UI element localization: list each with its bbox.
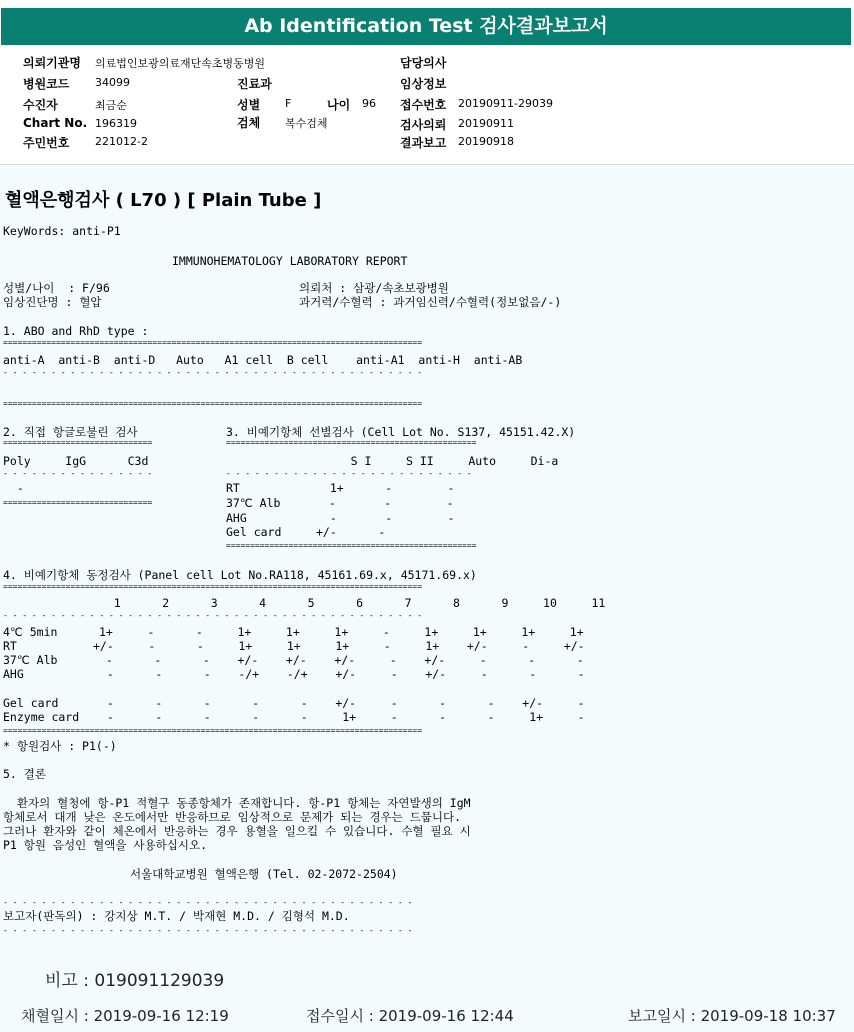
panel-row: Gel card - - - - - +/- - - - +/- - xyxy=(3,696,585,710)
section-panel-title: 4. 비예기항체 동정검사 (Panel cell Lot No.RA118, 45161.69.x, 45171.69.x) xyxy=(3,568,477,582)
specimen-label: 검체 xyxy=(237,116,261,130)
dept-label: 진료과 xyxy=(237,77,272,91)
remark xyxy=(45,966,224,991)
hospital-code-label: 병원코드 xyxy=(23,77,70,91)
sex-label: 성별 xyxy=(237,98,261,112)
diagnosis-line: 임상진단명 : 혈압 xyxy=(3,295,102,309)
institution-value: 의료법인보광의료재단속초병동병원 xyxy=(95,57,266,70)
patient-value: 최금순 xyxy=(95,99,127,112)
doctor-label: 담당의사 xyxy=(400,56,447,70)
request-value: 20190911 xyxy=(458,117,514,130)
result-value: 20190918 xyxy=(458,135,514,148)
remark-label: 비고 : xyxy=(45,971,89,991)
conclusion-line: 환자의 혈청에 항-P1 적혈구 동종항체가 존재합니다. 항-P1 항체는 자연발생의 IgM xyxy=(3,796,471,810)
separator-line: ==================================================== xyxy=(226,439,477,447)
age-value: 96 xyxy=(362,97,376,110)
section-abo-title: 1. ABO and RhD type : xyxy=(3,324,149,338)
chart-value: 196319 xyxy=(95,117,137,130)
screen-row: Gel card +/- - xyxy=(226,525,386,539)
received-value: 2019-09-16 12:44 xyxy=(378,1007,514,1025)
panel-header-row: 1 2 3 4 5 6 7 8 9 10 11 xyxy=(3,596,606,610)
separator-line: ======================================================================================= xyxy=(3,400,423,408)
specimen-value: 복수검체 xyxy=(285,117,328,130)
separator-line: - - - - - - - - - - - - - - - - - - - - - - - - - - xyxy=(226,470,472,478)
panel-row: RT +/- - - 1+ 1+ 1+ - 1+ +/- - +/- xyxy=(3,639,585,653)
separator-line: - - - - - - - - - - - - - - - - xyxy=(3,470,153,478)
dat-value-row: - xyxy=(3,481,24,495)
antigen-line: * 항원검사 : P1(-) xyxy=(3,739,117,753)
screen-row: 37℃ Alb - - - xyxy=(226,496,454,510)
panel-row: AHG - - - -/+ -/+ +/- - +/- - - - xyxy=(3,667,585,681)
collected-value: 2019-09-16 12:19 xyxy=(93,1007,229,1025)
separator-line: ==================================================== xyxy=(226,542,477,550)
clinical-label: 임상정보 xyxy=(400,77,447,91)
separator-line: ======================================================================================= xyxy=(3,727,423,735)
remark-value: 019091129039 xyxy=(94,971,225,991)
blood-bank-line: 서울대학교병원 혈액은행 (Tel. 02-2072-2504) xyxy=(130,867,398,881)
patient-info-panel xyxy=(0,46,854,165)
separator-line: - - - - - - - - - - - - - - - - - - - - - - - - - - - - - - - - - - - - - - - - - - - - xyxy=(3,369,423,377)
request-label: 검사의뢰 xyxy=(400,118,447,132)
received-label: 접수일시 : xyxy=(306,1007,374,1025)
receipt-value: 20190911-29039 xyxy=(458,97,553,110)
lab-report-body xyxy=(0,165,854,1032)
panel-row: 4℃ 5min 1+ - - 1+ 1+ 1+ - 1+ 1+ 1+ 1+ xyxy=(3,625,584,639)
rrn-label: 주민번호 xyxy=(23,136,70,150)
institution-label: 의뢰기관명 xyxy=(23,56,81,70)
report-header: Ab Identification Test 검사결과보고서 xyxy=(1,8,851,45)
collected-datetime xyxy=(21,1005,229,1026)
reported-value: 2019-09-18 10:37 xyxy=(700,1007,836,1025)
separator-line: - - - - - - - - - - - - - - - - - - - - - - - - - - - - - - - - - - - - - - - - - - - xyxy=(3,927,413,935)
abo-header-row: anti-A anti-B anti-D Auto A1 cell B cell anti-A1 anti-H anti-AB xyxy=(3,353,523,367)
screen-row: RT 1+ - - xyxy=(226,481,455,495)
reporter-line: 보고자(판독의) : 강지상 M.T. / 박재현 M.D. / 김형석 M.D. xyxy=(3,909,350,923)
separator-line: =============================== xyxy=(3,499,153,507)
separator-line: ======================================================================================= xyxy=(3,339,423,347)
age-label: 나이 xyxy=(327,98,351,112)
panel-row: 37℃ Alb - - - +/- +/- +/- - +/- - - - xyxy=(3,653,584,667)
patient-label: 수진자 xyxy=(23,98,58,112)
receipt-label: 접수번호 xyxy=(400,98,447,112)
screen-header-row: S I S II Auto Di-a xyxy=(226,454,559,468)
reported-label: 보고일시 : xyxy=(628,1007,696,1025)
hospital-code-value: 34099 xyxy=(95,76,130,89)
keywords: KeyWords: anti-P1 xyxy=(3,224,121,238)
separator-line: - - - - - - - - - - - - - - - - - - - - - - - - - - - - - - - - - - - - - - - - - - - xyxy=(3,899,413,907)
report-title: 혈액은행검사 ( L70 ) [ Plain Tube ] xyxy=(5,190,322,211)
referrer-line: 의뢰처 : 삼광/속초보광병원 xyxy=(299,281,449,295)
conclusion-line: 항체로서 대개 낮은 온도에서만 반응하므로 임상적으로 문제가 되는 경우는 드뭅니다. xyxy=(3,810,462,824)
panel-row: Enzyme card - - - - - 1+ - - - 1+ - xyxy=(3,710,585,724)
report-heading: IMMUNOHEMATOLOGY LABORATORY REPORT xyxy=(172,254,408,268)
chart-label: Chart No. xyxy=(23,116,88,130)
sex-value: F xyxy=(285,97,292,110)
rrn-value: 221012-2 xyxy=(95,135,148,148)
received-datetime xyxy=(306,1005,514,1026)
section-conclusion-title: 5. 결론 xyxy=(3,767,46,781)
separator-line: ======================================================================================= xyxy=(3,583,423,591)
dat-header-row: Poly IgG C3d xyxy=(3,454,149,468)
section-dat-title: 2. 직접 항글로불린 검사 xyxy=(3,425,138,439)
conclusion-line: P1 항원 음성인 혈액을 사용하십시오. xyxy=(3,838,207,852)
separator-line: - - - - - - - - - - - - - - - - - - - - - - - - - - - - - - - - - - - - - - - - - - - - xyxy=(3,612,423,620)
history-line: 과거력/수혈력 : 과거임신력/수혈력(정보없음/-) xyxy=(299,295,562,309)
reported-datetime xyxy=(628,1005,836,1026)
section-screen-title: 3. 비예기항체 선별검사 (Cell Lot No. S137, 45151.42.X) xyxy=(226,425,576,439)
sex-age-line: 성별/나이 : F/96 xyxy=(3,281,110,295)
separator-line: =============================== xyxy=(3,439,153,447)
conclusion-line: 그러나 환자와 같이 체온에서 반응하는 경우 용혈을 일으킬 수 있습니다. 수혈 필요 시 xyxy=(3,824,471,838)
screen-row: AHG - - - xyxy=(226,511,455,525)
result-label: 결과보고 xyxy=(400,136,447,150)
collected-label: 채혈일시 : xyxy=(21,1007,89,1025)
